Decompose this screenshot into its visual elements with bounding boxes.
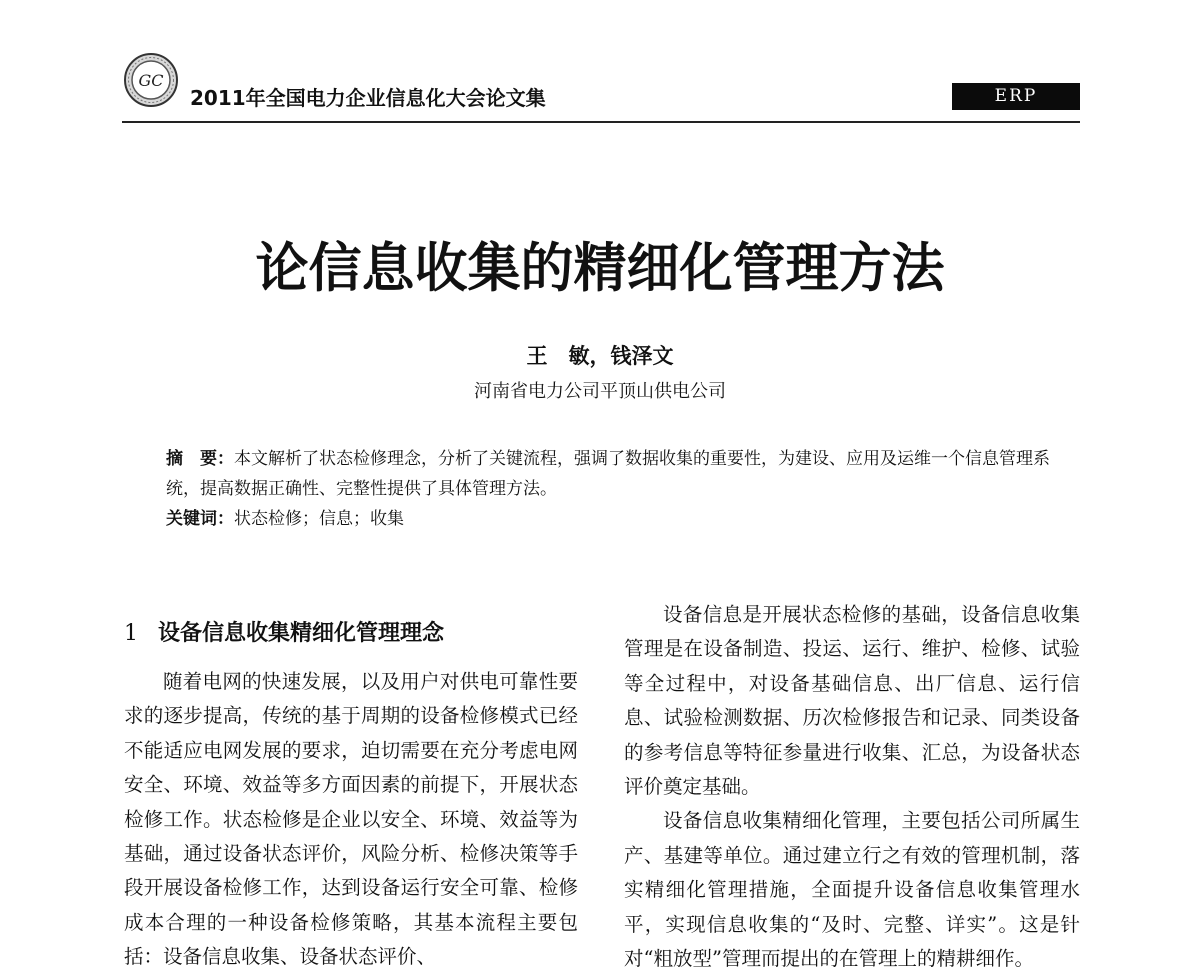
section-badge: ERP	[952, 83, 1080, 110]
abstract-label: 摘 要：	[166, 449, 234, 469]
conference-logo	[123, 52, 179, 108]
right-column	[624, 598, 1080, 976]
section-number: 1	[124, 621, 138, 646]
abstract	[166, 444, 1081, 504]
paper-affiliation: 河南省电力公司平顶山供电公司	[474, 381, 726, 402]
body-paragraph: 设备信息是开展状态检修的基础，设备信息收集管理是在设备制造、投运、运行、维护、检修、试验等全过程中，对设备基础信息、出厂信息、运行信息、试验检测数据、历次检修报告和记录、同类设备的参考信息等特征参量进行收集、汇总，为设备状态评价奠定基础。	[624, 603, 1080, 799]
header-divider	[122, 121, 1080, 123]
body-paragraph: 随着电网的快速发展，以及用户对供电可靠性要求的逐步提高，传统的基于周期的设备检修模式已经不能适应电网发展的要求，迫切需要在充分考虑电网安全、环境、效益等多方面因素的前提下，开展状态检修工作。状态检修是企业以安全、环境、效益等为基础，通过设备状态评价，风险分析、检修决策等手段开展设备检修工作，达到设备运行安全可靠、检修成本合理的一种设备检修策略，其基本流程主要包括：设备信息收集、设备状态评价、	[124, 670, 578, 969]
keywords-label: 关键词：	[166, 509, 234, 529]
logo-lettering: GC	[138, 71, 164, 90]
abstract-text: 本文解析了状态检修理念，分析了关键流程，强调了数据收集的重要性，为建设、应用及运维一个信息管理系统，提高数据正确性、完整性提供了具体管理方法。	[166, 449, 1050, 499]
body-paragraph: 设备信息收集精细化管理，主要包括公司所属生产、基建等单位。通过建立行之有效的管理机制，落实精细化管理措施，全面提升设备信息收集管理水平，实现信息收集的“及时、完整、详实”。这是针对“粗放型”管理而提出的在管理上的精耕细作。	[624, 809, 1080, 971]
abstract-block	[166, 444, 1081, 534]
paper-title: 论信息收集的精细化管理方法	[255, 238, 945, 299]
left-column	[124, 665, 578, 975]
keywords-text: 状态检修；信息；收集	[234, 509, 404, 529]
section-title: 设备信息收集精细化管理理念	[158, 621, 445, 646]
journal-title: 2011年全国电力企业信息化大会论文集	[190, 86, 546, 110]
paper-authors: 王 敏，钱泽文	[526, 344, 674, 368]
keywords	[166, 504, 1081, 534]
section-heading	[124, 616, 444, 647]
